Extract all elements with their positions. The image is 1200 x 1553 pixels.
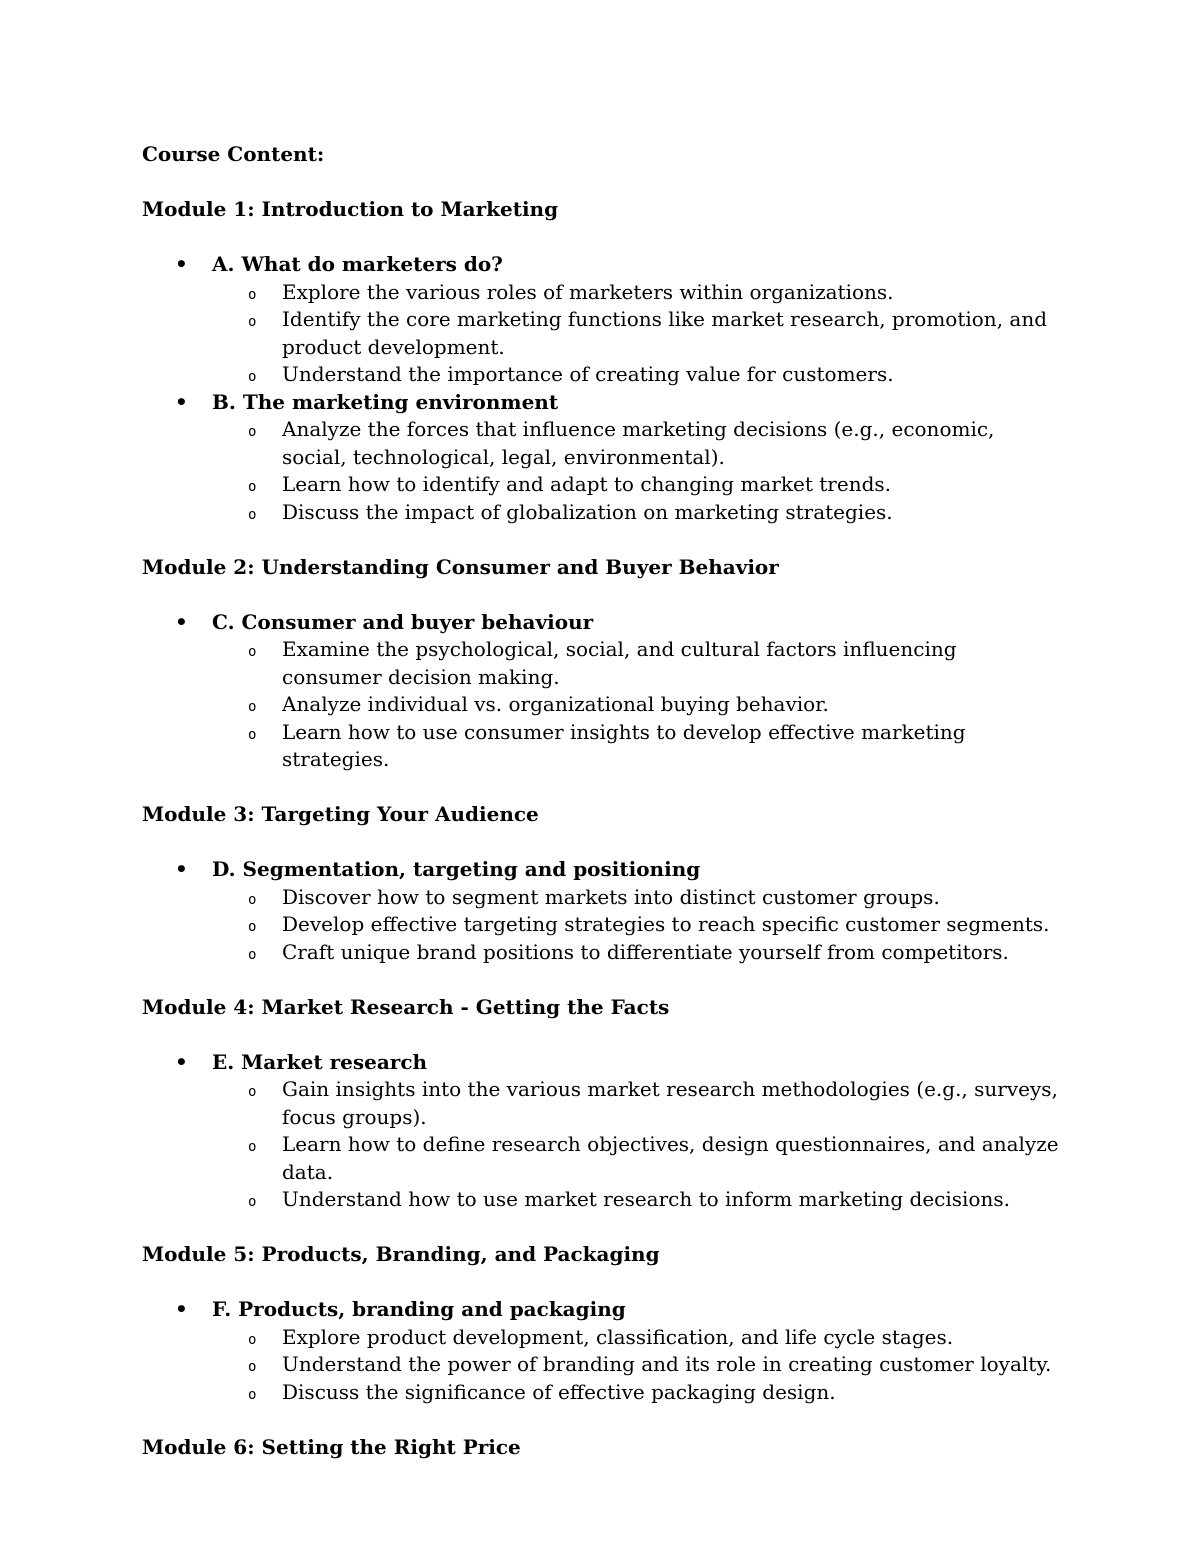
section-item-a — [142, 251, 1062, 389]
module-3-heading: Module 3: Targeting Your Audience — [142, 802, 539, 826]
point-item — [212, 1076, 1062, 1131]
point-item — [212, 306, 1062, 361]
point-text: Discuss the impact of globalization on marketing strategies. — [282, 499, 893, 524]
subbullet-icon: o — [248, 1331, 257, 1348]
point-list — [212, 416, 1062, 526]
point-item — [212, 911, 1062, 939]
point-item — [212, 1186, 1062, 1214]
section-title: F. Products, branding and packaging — [212, 1297, 626, 1321]
point-item — [212, 1324, 1062, 1352]
module-3-section-list — [142, 856, 1062, 966]
point-text: Discover how to segment markets into distinct customer groups. — [282, 884, 940, 909]
point-list — [212, 636, 1062, 774]
subbullet-icon: o — [248, 891, 257, 908]
subbullet-icon: o — [248, 1084, 257, 1100]
point-text: Understand the power of branding and its role in creating customer loyalty. — [282, 1352, 1052, 1376]
bullet-icon: • — [175, 857, 188, 881]
bullet-icon: • — [175, 609, 188, 634]
subbullet-icon: o — [248, 726, 257, 743]
point-item — [212, 719, 1062, 774]
section-item-b — [142, 389, 1062, 527]
point-item — [212, 1351, 1062, 1379]
document-content — [142, 141, 1062, 1461]
subbullet-icon: o — [248, 424, 257, 440]
point-text: Analyze the forces that influence marketing decisions (e.g., economic, social, technological, legal, environmental). — [282, 417, 995, 469]
subbullet-icon: o — [248, 1139, 257, 1155]
point-item — [212, 1379, 1062, 1407]
module-1-heading: Module 1: Introduction to Marketing — [142, 197, 559, 221]
point-item — [212, 939, 1062, 967]
point-text: Identify the core marketing functions like market research, promotion, and product development. — [282, 307, 1048, 359]
course-content-heading: Course Content: — [142, 142, 325, 166]
point-text: Learn how to use consumer insights to develop effective marketing strategies. — [282, 719, 966, 771]
subbullet-icon: o — [248, 644, 257, 660]
point-item — [212, 279, 1062, 307]
point-text: Understand how to use market research to inform marketing decisions. — [282, 1187, 1010, 1211]
module-4-heading: Module 4: Market Research - Getting the Facts — [142, 994, 670, 1019]
section-item-c — [142, 609, 1062, 774]
point-item — [212, 499, 1062, 527]
point-text: Develop effective targeting strategies to reach specific customer segments. — [282, 912, 1050, 936]
subbullet-icon: o — [248, 314, 257, 330]
point-text: Examine the psychological, social, and cultural factors influencing consumer decision making. — [282, 637, 957, 689]
point-item — [212, 884, 1062, 912]
module-2-heading: Module 2: Understanding Consumer and Buyer Behavior — [142, 554, 779, 579]
point-text: Explore the various roles of marketers within organizations. — [282, 279, 894, 304]
point-text: Understand the importance of creating value for customers. — [282, 362, 894, 386]
point-text: Learn how to define research objectives, design questionnaires, and analyze data. — [282, 1132, 1059, 1184]
bullet-icon: • — [175, 1297, 188, 1321]
point-item — [212, 416, 1062, 471]
module-2-section-list — [142, 609, 1062, 774]
section-item-d — [142, 856, 1062, 966]
point-text: Explore product development, classification, and life cycle stages. — [282, 1324, 954, 1349]
point-item — [212, 691, 1062, 719]
point-text: Analyze individual vs. organizational buying behavior. — [282, 692, 829, 716]
section-item-e — [142, 1049, 1062, 1214]
subbullet-icon: o — [248, 479, 257, 495]
subbullet-icon: o — [248, 919, 257, 935]
module-6-heading: Module 6: Setting the Right Price — [142, 1434, 521, 1459]
subbullet-icon: o — [248, 286, 257, 303]
point-item — [212, 471, 1062, 499]
point-list — [212, 1324, 1062, 1407]
point-text: Discuss the significance of effective packaging design. — [282, 1379, 836, 1404]
bullet-icon: • — [175, 1049, 188, 1074]
subbullet-icon: o — [248, 946, 257, 963]
point-list — [212, 279, 1062, 389]
module-5-section-list — [142, 1296, 1062, 1406]
section-title: B. The marketing environment — [212, 389, 559, 414]
point-item — [212, 1131, 1062, 1186]
subbullet-icon: o — [248, 369, 257, 385]
point-text: Gain insights into the various market research methodologies (e.g., surveys, focus groups). — [282, 1077, 1058, 1129]
section-title: C. Consumer and buyer behaviour — [212, 609, 594, 634]
section-title: D. Segmentation, targeting and positioning — [212, 857, 701, 881]
point-list — [212, 884, 1062, 967]
point-text: Learn how to identify and adapt to changing market trends. — [282, 472, 891, 496]
module-5-heading: Module 5: Products, Branding, and Packaging — [142, 1242, 660, 1266]
module-4-section-list — [142, 1049, 1062, 1214]
section-item-f — [142, 1296, 1062, 1406]
section-title: E. Market research — [212, 1049, 428, 1074]
point-item — [212, 636, 1062, 691]
subbullet-icon: o — [248, 506, 257, 523]
subbullet-icon: o — [248, 699, 257, 715]
bullet-icon: • — [175, 389, 188, 414]
subbullet-icon: o — [248, 1359, 257, 1375]
section-title: A. What do marketers do? — [212, 252, 503, 276]
point-item — [212, 361, 1062, 389]
point-list — [212, 1076, 1062, 1214]
subbullet-icon: o — [248, 1386, 257, 1403]
point-text: Craft unique brand positions to differentiate yourself from competitors. — [282, 939, 1009, 964]
module-1-section-list — [142, 251, 1062, 526]
bullet-icon: • — [175, 252, 188, 276]
subbullet-icon: o — [248, 1194, 257, 1210]
